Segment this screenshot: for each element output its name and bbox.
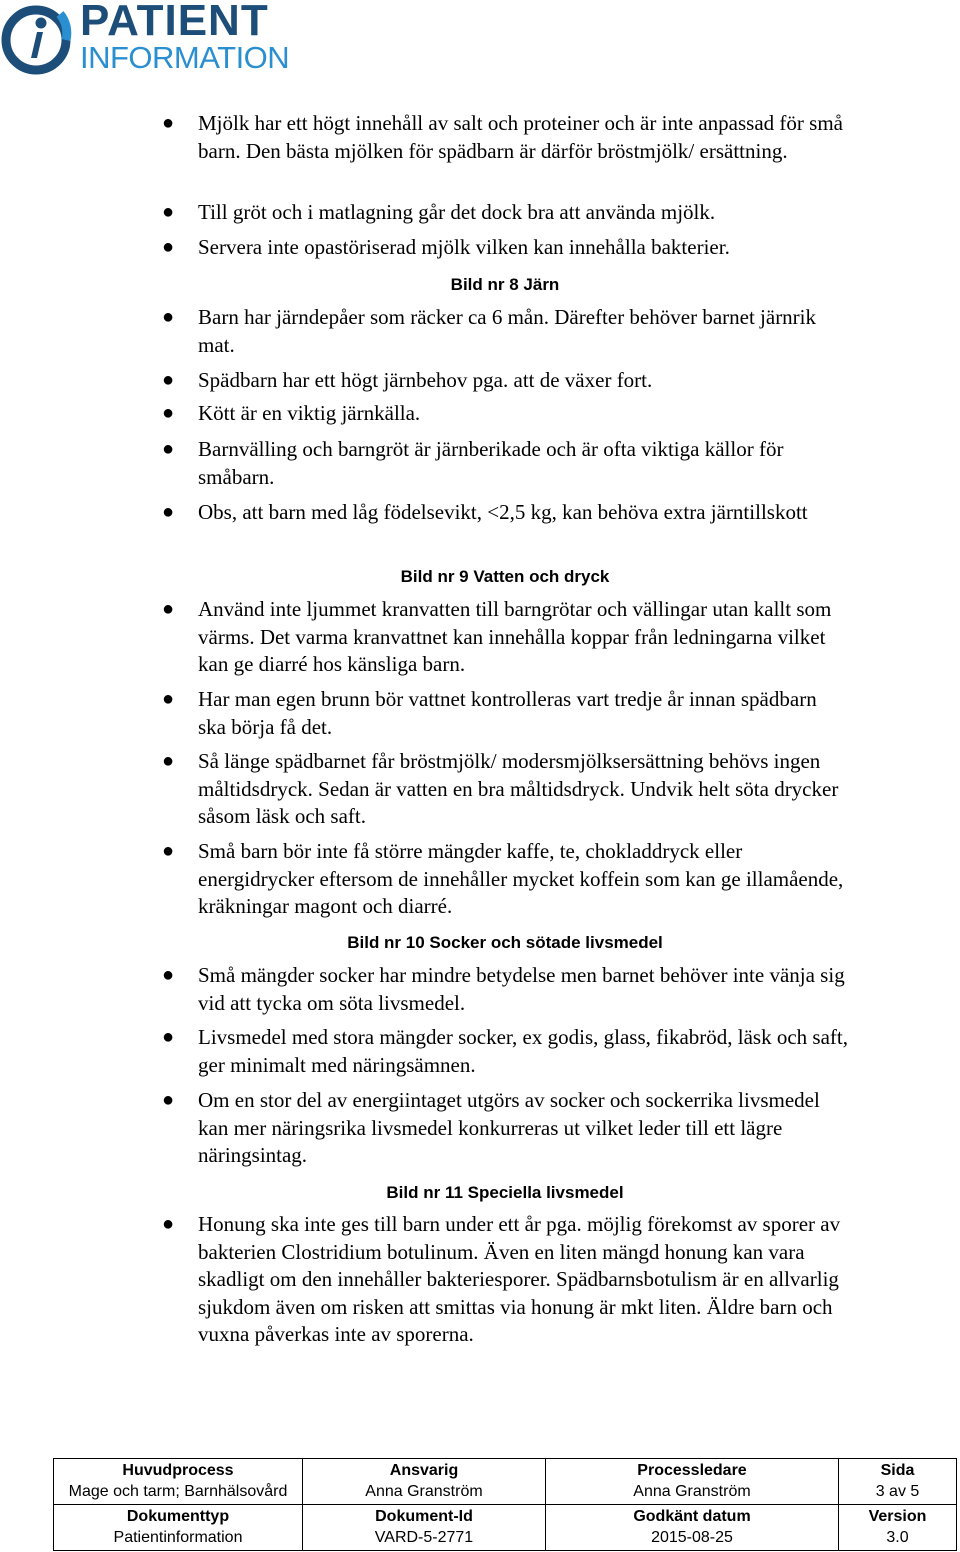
section-heading: Bild nr 8 Järn	[450, 275, 560, 294]
list-item: ● Servera inte opastöriserad mjölk vilken kan innehålla bakterier.	[198, 234, 848, 262]
bullet-icon: ●	[162, 598, 175, 620]
footer-cell-sida: Sida 3 av 5	[839, 1459, 957, 1505]
footer-row	[54, 1459, 957, 1505]
patient-info-i-icon	[0, 0, 78, 80]
bullet-icon: ●	[162, 201, 175, 223]
section-heading: Bild nr 11 Speciella livsmedel	[386, 1183, 624, 1202]
list-item: ● Använd inte ljummet kranvatten till barngrötar och vällingar utan kallt som värms. Det varma kranvattnet kan innehålla koppar från ledningarna vilket kan ge diarré hos känsliga barn.	[162, 597, 832, 676]
footer-cell-ansvarig: Ansvarig Anna Granström	[303, 1459, 546, 1505]
footer-cell-godkant-datum: Godkänt datum 2015-08-25	[546, 1505, 839, 1551]
footer-cell-dokumenttyp: Dokumenttyp Patientinformation	[54, 1505, 303, 1551]
bullet-icon: ●	[162, 1213, 175, 1235]
list-item: ● Livsmedel med stora mängder socker, ex godis, glass, fikabröd, läsk och saft, ger minimalt med näringsämnen.	[162, 1025, 848, 1077]
bullet-icon: ●	[162, 438, 175, 460]
list-item: ● Obs, att barn med låg födelsevikt, <2,5 kg, kan behöva extra järntillskott	[198, 499, 848, 527]
list-item: ● Små barn bör inte få större mängder kaffe, te, chokladdryck eller energidrycker eftersom de innehåller mycket koffein som kan ge illamående, kräkningar magont och diarré.	[162, 839, 844, 918]
section-heading: Bild nr 9 Vatten och dryck	[400, 567, 610, 586]
bullet-icon: ●	[162, 236, 175, 258]
document-footer-table	[53, 1458, 957, 1551]
footer-cell-dokument-id: Dokument-Id VARD-5-2771	[303, 1505, 546, 1551]
bullet-icon: ●	[162, 501, 175, 523]
list-item: ● Spädbarn har ett högt järnbehov pga. att de växer fort.	[198, 367, 848, 395]
list-item: ● Mjölk har ett högt innehåll av salt och proteiner och är inte anpassad för små barn. Den bästa mjölken för spädbarn är därför bröstmjölk/ ersättning.	[162, 111, 843, 163]
patient-information-logo	[0, 0, 310, 82]
list-item: ● Små mängder socker har mindre betydelse men barnet behöver inte vänja sig vid att tycka om söta livsmedel.	[162, 963, 845, 1015]
bullet-icon: ●	[162, 964, 175, 986]
footer-cell-processledare: Processledare Anna Granström	[546, 1459, 839, 1505]
list-item: ● Kött är en viktig järnkälla.	[198, 400, 848, 428]
footer-cell-version: Version 3.0	[839, 1505, 957, 1551]
bullet-icon: ●	[162, 840, 175, 862]
list-item: ● Har man egen brunn bör vattnet kontrolleras vart tredje år innan spädbarn ska börja få det.	[162, 687, 817, 739]
footer-cell-huvudprocess: Huvudprocess Mage och tarm; Barnhälsovård	[54, 1459, 303, 1505]
bullet-icon: ●	[162, 1089, 175, 1111]
list-item: ● Honung ska inte ges till barn under ett år pga. möjlig förekomst av sporer av bakterien Clostridium botulinum. Även en liten mängd honung kan vara skadligt om den innehåller bakteriesporer. Spädbarnsbotulism är en allvarlig sjukdom även om risken att smittas via honung är mkt liten. Äldre barn och vuxna påverkas inte av sporerna.	[162, 1212, 841, 1346]
list-item: ● Så länge spädbarnet får bröstmjölk/ modersmjölksersättning behövs ingen måltidsdryck. Sedan är vatten en bra måltidsdryck. Undvik helt söta drycker såsom läsk och saft.	[162, 749, 839, 828]
list-item: ● Om en stor del av energiintaget utgörs av socker och sockerrika livsmedel kan mer näringsrika livsmedel konkurreras ut vilket leder till ett lägre näringsintag.	[162, 1088, 820, 1167]
bullet-icon: ●	[162, 1026, 175, 1048]
list-item: ● Barn har järndepåer som räcker ca 6 mån. Därefter behöver barnet järnrik mat.	[162, 305, 817, 357]
section-heading: Bild nr 10 Socker och sötade livsmedel	[347, 933, 663, 952]
logo-word-information: INFORMATION	[80, 40, 290, 75]
bullet-icon: ●	[162, 369, 175, 391]
bullet-icon: ●	[162, 402, 175, 424]
list-item: ● Barnvälling och barngröt är järnberikade och är ofta viktiga källor för småbarn.	[162, 437, 784, 489]
footer-row	[54, 1505, 957, 1551]
bullet-icon: ●	[162, 750, 175, 772]
bullet-icon: ●	[162, 688, 175, 710]
bullet-icon: ●	[162, 112, 175, 134]
list-item: ● Till gröt och i matlagning går det dock bra att använda mjölk.	[198, 199, 848, 227]
bullet-icon: ●	[162, 306, 175, 328]
logo-word-patient: PATIENT	[80, 0, 269, 45]
